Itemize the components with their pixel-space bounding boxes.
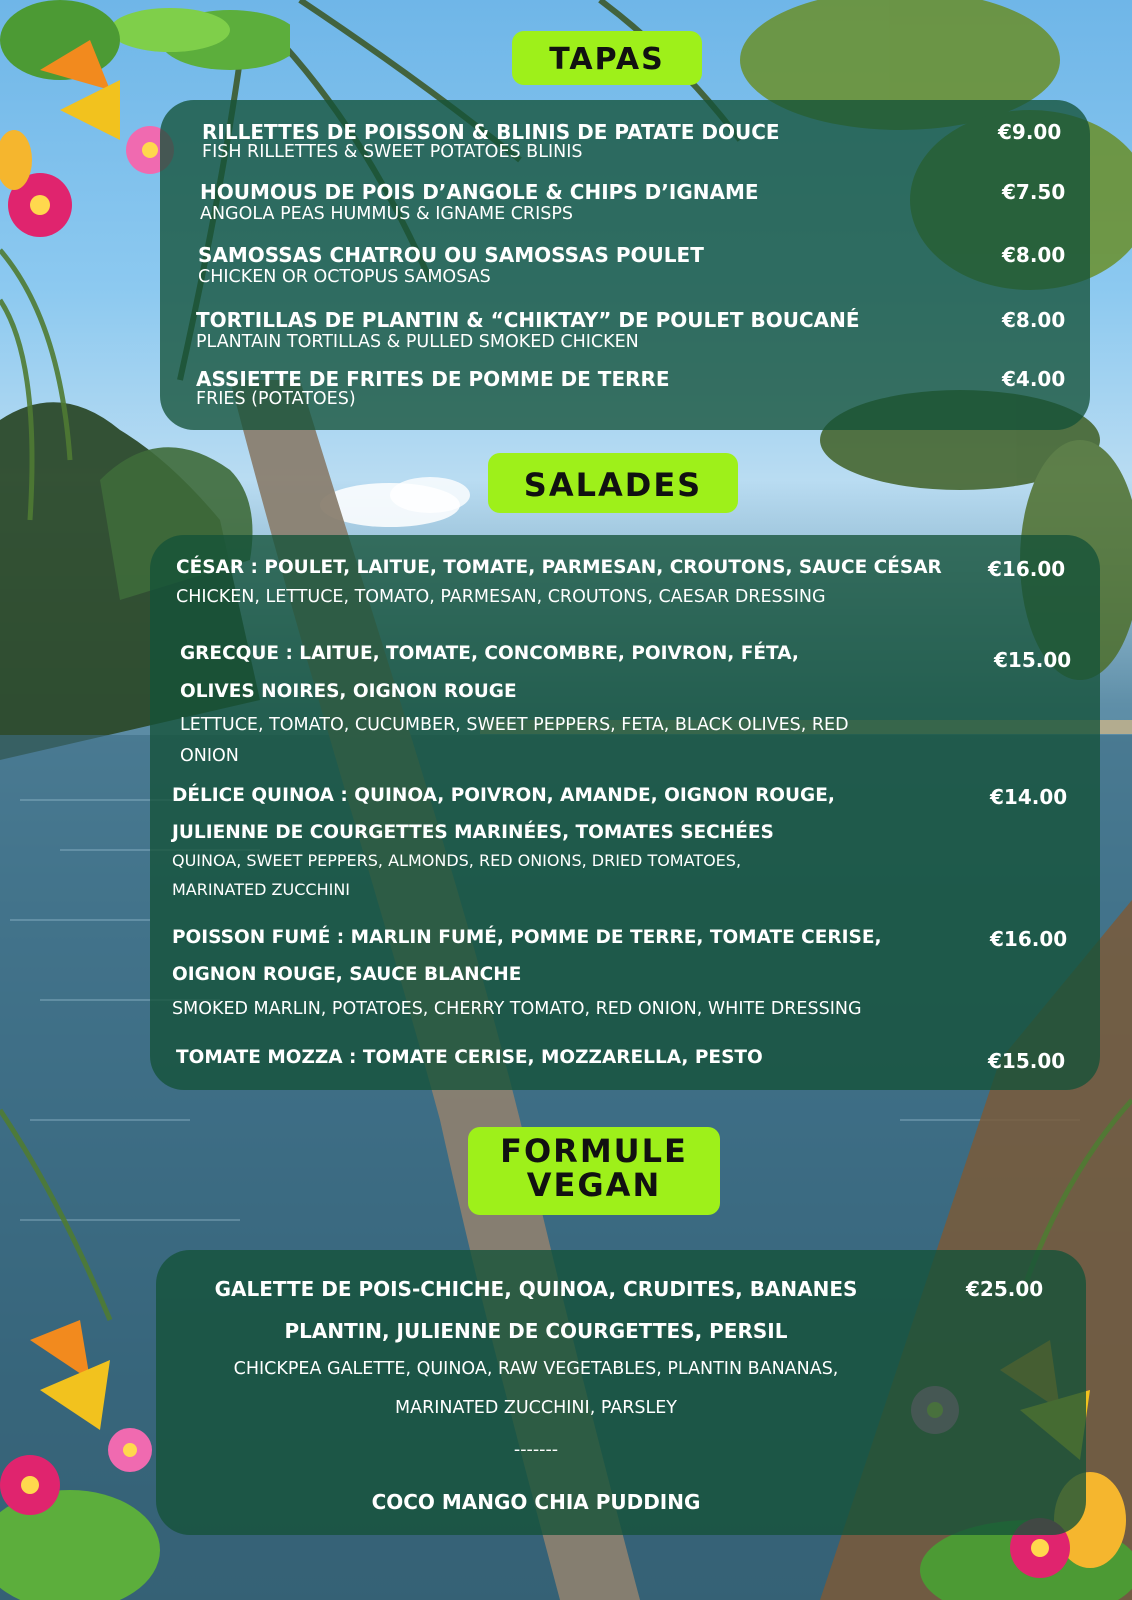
item-price: €16.00 [988,557,1066,581]
item-translation: FISH RILLETTES & SWEET POTATOES BLINIS [202,142,583,162]
item-price: €4.00 [1002,367,1066,391]
vegan-translation-line2: MARINATED ZUCCHINI, PARSLEY [395,1398,677,1418]
item-price: €8.00 [1002,243,1066,267]
item-name: CÉSAR : POULET, LAITUE, TOMATE, PARMESAN, CROUTONS, SAUCE CÉSAR [176,557,942,578]
item-name-line2: JULIENNE DE COURGETTES MARINÉES, TOMATES SECHÉES [172,822,774,843]
item-name: TOMATE MOZZA : TOMATE CERISE, MOZZARELLA, PESTO [176,1047,763,1068]
item-translation: CHICKEN OR OCTOPUS SAMOSAS [198,267,491,287]
item-name: SAMOSSAS CHATROU OU SAMOSSAS POULET [198,243,704,267]
item-name: HOUMOUS DE POIS D’ANGOLE & CHIPS D’IGNAME [200,180,759,204]
item-name: DÉLICE QUINOA : QUINOA, POIVRON, AMANDE, OIGNON ROUGE, [172,785,835,806]
vegan-description-line2: PLANTIN, JULIENNE DE COURGETTES, PERSIL [284,1319,788,1343]
vegan-price: €25.00 [966,1277,1044,1301]
item-name: TORTILLAS DE PLANTIN & “CHIKTAY” DE POULET BOUCANÉ [196,308,860,332]
item-price: €15.00 [988,1049,1066,1073]
item-translation: LETTUCE, TOMATO, CUCUMBER, SWEET PEPPERS, FETA, BLACK OLIVES, RED [180,715,849,735]
item-name: GRECQUE : LAITUE, TOMATE, CONCOMBRE, POIVRON, FÉTA, [180,643,799,664]
tapas-card [160,100,1090,430]
vegan-dessert: COCO MANGO CHIA PUDDING [371,1490,701,1514]
salades-title: SALADES [488,453,738,513]
item-translation: SMOKED MARLIN, POTATOES, CHERRY TOMATO, RED ONION, WHITE DRESSING [172,999,862,1019]
item-price: €15.00 [994,648,1072,672]
vegan-description: GALETTE DE POIS-CHICHE, QUINOA, CRUDITES, BANANES [214,1277,858,1301]
item-translation-line2: ONION [180,746,239,766]
vegan-divider: ------- [513,1440,559,1460]
item-price: €14.00 [990,785,1068,809]
tapas-title: TAPAS [512,31,702,85]
vegan-title [468,1127,720,1215]
salades-card [150,535,1100,1090]
item-translation: PLANTAIN TORTILLAS & PULLED SMOKED CHICKEN [196,332,639,352]
vegan-card [156,1250,1086,1535]
item-price: €7.50 [1002,180,1066,204]
item-price: €8.00 [1002,308,1066,332]
item-name: POISSON FUMÉ : MARLIN FUMÉ, POMME DE TERRE, TOMATE CERISE, [172,927,882,948]
item-translation: QUINOA, SWEET PEPPERS, ALMONDS, RED ONIONS, DRIED TOMATOES, [172,851,742,870]
item-price: €9.00 [998,120,1062,144]
item-name: RILLETTES DE POISSON & BLINIS DE PATATE DOUCE [202,120,780,144]
vegan-translation: CHICKPEA GALETTE, QUINOA, RAW VEGETABLES, PLANTIN BANANAS, [233,1359,839,1379]
vegan-title-line1: FORMULE [500,1132,688,1170]
item-name-line2: OLIVES NOIRES, OIGNON ROUGE [180,681,517,702]
item-translation: CHICKEN, LETTUCE, TOMATO, PARMESAN, CROUTONS, CAESAR DRESSING [176,587,826,607]
item-name: ASSIETTE DE FRITES DE POMME DE TERRE [196,367,670,391]
item-translation: ANGOLA PEAS HUMMUS & IGNAME CRISPS [200,204,574,224]
item-translation: FRIES (POTATOES) [196,389,356,409]
item-translation-line2: MARINATED ZUCCHINI [172,880,350,899]
vegan-title-line2: VEGAN [526,1166,662,1204]
item-price: €16.00 [990,927,1068,951]
item-name-line2: OIGNON ROUGE, SAUCE BLANCHE [172,964,522,985]
